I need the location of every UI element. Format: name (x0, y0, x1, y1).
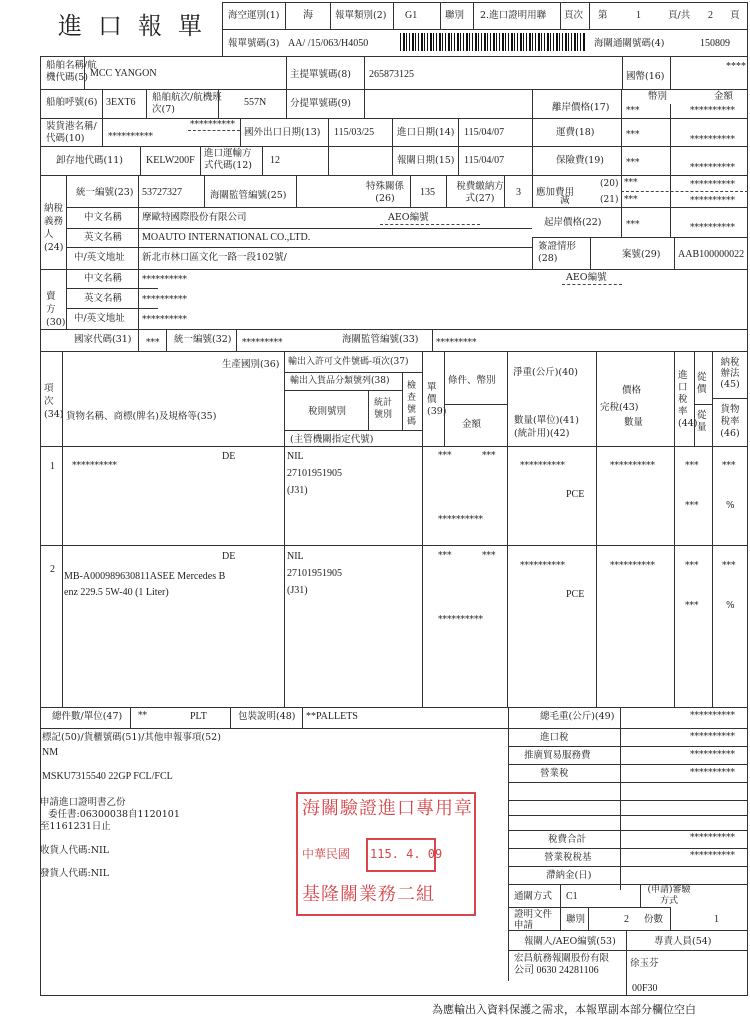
sub-fee-currency: *** (624, 195, 638, 205)
joint-label: 聯別 (445, 10, 465, 21)
cif-amount: ********** (690, 223, 735, 233)
seller-aeo-label: AEO編號 (566, 272, 607, 283)
importer-cn-name-value: 摩歐特國際股份有限公司 (142, 212, 247, 223)
marks-cert3: 至1161231日止 (40, 821, 111, 832)
sub-fee-amount: ********** (690, 196, 735, 206)
item-permit: NIL (287, 451, 304, 462)
item-rate1: *** (685, 461, 699, 471)
customs-no-label: 海關通關號碼(4) (594, 38, 665, 49)
transship-value: ********** (190, 120, 235, 130)
insurance-currency: *** (626, 158, 640, 168)
marks-consignee: 收貨人代碼:NIL (40, 845, 110, 856)
tax-total-value: ********** (690, 833, 735, 843)
joint-value: 2.進口證明用聯 (480, 10, 547, 21)
port-value: ********** (108, 132, 153, 142)
col-net-weight: 淨重(公斤)(40) (513, 367, 578, 378)
item-hs: 27101951905 (287, 468, 342, 479)
country-label: 國幣(16) (626, 71, 665, 82)
item-desc-line2: enz 229.5 5W-40 (1 Liter) (64, 587, 169, 598)
add-fee-code: (20) (600, 179, 619, 189)
clear-label: 通關方式 (514, 891, 553, 902)
marks-cert1: 申請進口證明書乙份 (40, 797, 126, 808)
biz-base-label: 營業稅稅基 (544, 852, 592, 863)
callsign-value: 3EXT6 (106, 97, 136, 108)
col-duty-value: 完稅(43) (600, 402, 639, 413)
footer-note: 為應輸出入資料保護之需求，本報單副本部分欄位空白 (432, 1003, 696, 1016)
page-label: 頁次 (564, 10, 584, 21)
form-type-label: 報單類別(2) (335, 10, 387, 21)
col-ad-valorem: 從價 (697, 372, 707, 395)
col-item-no: 項次(34) (44, 383, 64, 420)
col-permit: 輸出入許可文件號碼-項次(37) (288, 357, 409, 367)
pkg-label: 總件數/單位(47) (52, 711, 123, 722)
seller-supervision-label: 海關監管編號(33) (342, 334, 419, 345)
mbl-label: 主提單號碼(8) (290, 69, 351, 80)
page-mid: 頁/共 (668, 10, 691, 21)
air-sea-label: 海空運別(1) (228, 10, 280, 21)
cif-label: 起岸價格(22) (544, 217, 602, 228)
seller-en-name-value: ********** (142, 295, 187, 305)
storage-label: 卸存地代碼(11) (56, 155, 124, 166)
decl-date-label: 報關日期(15) (397, 155, 455, 166)
item-terms-b: *** (482, 551, 496, 561)
add-fee-currency: *** (624, 178, 638, 188)
page-total: 2 (708, 10, 713, 21)
item-law: *** (722, 461, 736, 471)
page-prefix: 第 (598, 10, 608, 21)
transport-label: 進口運輸方式代碼(12) (204, 148, 253, 171)
item-terms-b: *** (482, 451, 496, 461)
col-origin: 生產國別(36) (222, 359, 280, 370)
item-amount: ********** (438, 615, 483, 625)
voyage-label: 船舶航次/航機班次(7) (152, 92, 222, 115)
pkg-value: ** (138, 711, 147, 721)
col-specific: 從量 (697, 410, 707, 433)
pack-label: 包裝說明(48) (238, 711, 296, 722)
item-price: ********** (610, 561, 655, 571)
seller-country-label: 國家代碼(31) (74, 334, 132, 345)
doc-joint-label: 聯別 (566, 914, 586, 925)
importer-uid-value: 53727327 (142, 187, 182, 198)
item-rate2: *** (685, 601, 699, 611)
port-label: 裝貨港名稱/代碼(10) (46, 121, 97, 144)
col-authority: (主管機關指定代號) (290, 434, 374, 445)
item-no: 1 (50, 461, 55, 472)
item-amount: ********** (438, 515, 483, 525)
special-label: 特殊關係(26) (365, 181, 404, 204)
pack-value: **PALLETS (306, 711, 358, 722)
item-law: *** (722, 561, 736, 571)
decl-date-value: 115/04/07 (464, 155, 505, 166)
air-sea-value: 海 (303, 10, 313, 21)
importer-supervision-label: 海關監管編號(25) (210, 190, 287, 201)
doc-joint-value: 2 (624, 914, 629, 925)
seller-supervision-value: ********* (436, 338, 477, 348)
importer-uid-label: 統一編號(23) (76, 187, 134, 198)
col-tax-no: 稅則號別 (308, 406, 347, 417)
col-biz-law: 納稅辦法(45) (720, 357, 740, 390)
insurance-label: 保險費(19) (556, 155, 605, 166)
add-fee-amount: ********** (690, 180, 735, 190)
specialist-label: 專責人員(54) (654, 936, 712, 947)
import-tax-label: 進口稅 (540, 732, 569, 743)
vessel-name-value: MCC YANGON (90, 68, 157, 79)
broker-name: 宏昌航務報關股份有限 (514, 953, 610, 964)
col-desc: 貨物名稱、商標(牌名)及規格等(35) (66, 411, 217, 422)
barcode (400, 33, 585, 51)
item-unit: PCE (566, 489, 585, 500)
marks-shipper: 發貨人代碼:NIL (40, 868, 110, 879)
importer-aeo-label: AEO編號 (388, 212, 429, 223)
voyage-value: 557N (244, 97, 267, 108)
specialist-code: 00F30 (632, 983, 658, 994)
stamp-bottom: 基隆關業務二組 (302, 884, 435, 905)
col-amount: 金額 (462, 419, 482, 430)
importer-addr-value: 新北市林口區文化一路一段102號/ (142, 252, 287, 263)
callsign-label: 船舶呼號(6) (46, 97, 98, 108)
trade-fee-label: 推廣貿易服務費 (524, 750, 591, 761)
case-label: 案號(29) (622, 249, 661, 260)
country-value: **** (726, 61, 746, 72)
customs-no-value: 150809 (700, 38, 730, 49)
item-net: ********** (520, 561, 565, 571)
col-duty-qty: 數量 (624, 417, 644, 428)
seller-group-label: 賣方(30) (46, 291, 66, 328)
seller-en-name-label: 英文名稱 (84, 293, 123, 304)
marks-cert2: 委任書:06300038自1120101 (48, 809, 180, 820)
gross-value: ********** (690, 711, 735, 721)
decl-no-value: AA/ /15/063/H4050 (288, 38, 369, 49)
fob-currency: *** (626, 106, 640, 116)
clear-value: C1 (566, 891, 578, 902)
seller-uid-label: 統一編號(32) (174, 334, 232, 345)
special-value: 135 (420, 187, 435, 198)
cif-currency: *** (626, 220, 640, 230)
page-number: 1 (636, 10, 641, 21)
trade-fee-value: ********** (690, 750, 735, 760)
pkg-unit: PLT (190, 711, 207, 722)
doc-label: 證明文件申請 (514, 909, 553, 931)
importer-cn-name-label: 中文名稱 (84, 212, 123, 223)
add-fee-label: 應加費用 (536, 187, 575, 198)
item-rate1: *** (685, 561, 699, 571)
item-code: (J31) (287, 585, 308, 596)
seller-uid-value: ********* (242, 338, 283, 348)
form-type-value: G1 (405, 10, 418, 21)
item-terms-a: *** (438, 551, 452, 561)
item-code: (J31) (287, 485, 308, 496)
document-title: 進口報單 (58, 12, 218, 40)
biz-tax-value: ********** (690, 768, 735, 778)
sub-fee-label: 減 (560, 195, 570, 206)
item-unit: PCE (566, 589, 585, 600)
col-terms: 條件、幣別 (448, 375, 496, 386)
col-stat-no: 統計號別 (374, 398, 393, 420)
decl-no-label: 報單號碼(3) (228, 38, 280, 49)
item-terms-a: *** (438, 451, 452, 461)
item-origin: DE (222, 451, 236, 462)
import-date-value: 115/04/07 (464, 127, 505, 138)
importer-addr-label: 中/英文地址 (74, 252, 125, 263)
case-value: AAB100000022 (678, 249, 745, 260)
item-price: ********** (610, 461, 655, 471)
item-net: ********** (520, 461, 565, 471)
item-hs: 27101951905 (287, 568, 342, 579)
marks-nm: NM (42, 747, 59, 758)
specialist-name: 徐玉芬 (630, 958, 659, 969)
stamp-date: 115. 4. 09 (370, 847, 443, 861)
marks-container: MSKU7315540 22GP FCL/FCL (42, 771, 173, 782)
freight-label: 運費(18) (556, 127, 595, 138)
seller-cn-name-label: 中文名稱 (84, 273, 123, 284)
col-inspect: 檢查號碼 (407, 381, 417, 427)
currency-label: 幣別 (648, 91, 668, 102)
importer-en-name-label: 英文名稱 (84, 232, 123, 243)
item-rate2: *** (685, 501, 699, 511)
importer-group-label: 納稅義務人(24) (44, 203, 64, 253)
page-suffix: 頁 (730, 10, 740, 21)
fob-amount: ********** (690, 106, 735, 116)
export-date-value: 115/03/25 (334, 127, 375, 138)
item-desc: ********** (72, 461, 117, 471)
payment-label: 稅費繳納方式(27) (456, 181, 504, 204)
doc-copies-label: 份數 (644, 914, 664, 925)
stamp-country: 中華民國 (302, 847, 351, 861)
marks-label: 標記(50)/貨櫃號碼(51)/其他申報事項(52) (42, 732, 221, 743)
col-import-tax: 進口稅率(44) (678, 370, 698, 429)
item-desc: MB-A000989630811ASEE Mercedes B (64, 571, 226, 582)
item-no: 2 (50, 564, 55, 575)
freight-amount: ********** (690, 135, 735, 145)
import-tax-value: ********** (690, 732, 735, 742)
col-unit-price: 單價(39) (427, 382, 447, 417)
col-biz-tax: 貨物稅率(46) (720, 404, 740, 439)
review-label: (申請)審驗方式 (647, 885, 691, 906)
broker-id: 公司 0630 24281106 (514, 965, 599, 976)
item-permit: NIL (287, 551, 304, 562)
freight-currency: *** (626, 130, 640, 140)
vessel-name-label: 船舶名稱/航機代碼(5) (46, 60, 97, 83)
sign-label: 簽證情形(28) (538, 241, 577, 264)
doc-copies-value: 1 (714, 914, 719, 925)
seller-country-value: *** (146, 338, 160, 348)
transport-value: 12 (270, 155, 280, 166)
sub-fee-code: (21) (600, 195, 619, 205)
payment-value: 3 (516, 187, 521, 198)
biz-base-value: ********** (690, 851, 735, 861)
storage-value: KELW200F (146, 155, 195, 166)
stamp-top: 海關驗證進口專用章 (302, 798, 473, 819)
col-qty: 數量(單位)(41)(統計用)(42) (514, 415, 579, 439)
import-date-label: 進口日期(14) (397, 127, 455, 138)
col-value: 價格 (622, 385, 642, 396)
amount-label: 金額 (714, 91, 734, 102)
insurance-amount: ********** (690, 163, 735, 173)
hbl-label: 分提單號碼(9) (290, 98, 351, 109)
seller-addr-label: 中/英文地址 (74, 313, 125, 324)
item-origin: DE (222, 551, 236, 562)
importer-en-name-value: MOAUTO INTERNATIONAL CO.,LTD. (142, 232, 311, 243)
fob-label: 離岸價格(17) (552, 102, 610, 113)
biz-tax-label: 營業稅 (540, 768, 569, 779)
tax-total-label: 稅費合計 (548, 834, 587, 845)
item-pct: % (726, 601, 735, 611)
mbl-value: 265873125 (369, 69, 414, 80)
late-fee-label: 滯納金(日) (546, 870, 592, 881)
broker-label: 報關人/AEO編號(53) (524, 936, 616, 947)
export-date-label: 國外出口日期(13) (244, 127, 321, 138)
gross-label: 總毛重(公斤)(49) (540, 711, 615, 722)
col-class-no: 輸出入貨品分類號列(38) (290, 376, 390, 386)
item-pct: % (726, 501, 735, 511)
customs-stamp (296, 792, 476, 916)
seller-cn-name-value: ********** (142, 275, 187, 285)
seller-addr-value: ********** (142, 315, 187, 325)
